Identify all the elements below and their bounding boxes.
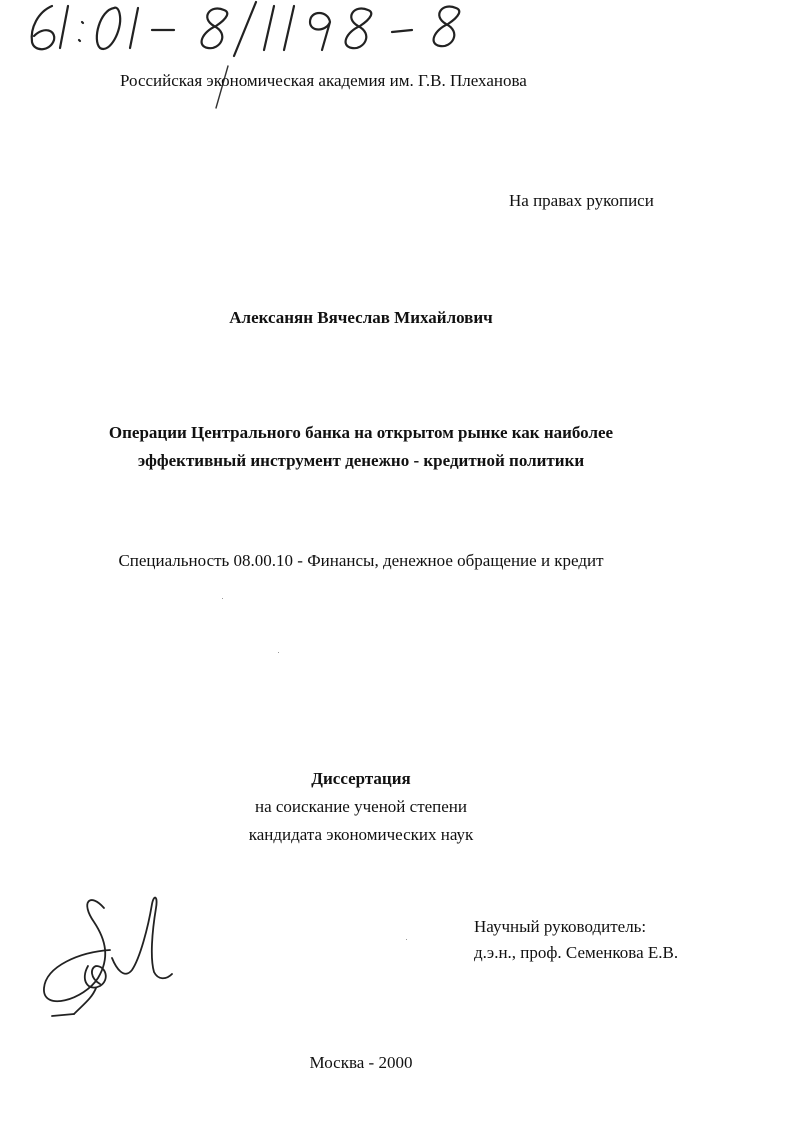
dissertation-title-line-2: эффективный инструмент денежно - кредитной политики [137,451,585,470]
manuscript-note: На правах рукописи [509,191,654,210]
scan-speck [222,598,223,599]
work-type-line-1: на соискание ученой степени [254,797,468,816]
scan-speck [278,652,279,653]
handwritten-registration-number [24,0,484,58]
author-name: Алексанян Вячеслав Михайлович [229,308,493,327]
work-type-heading: Диссертация [311,769,411,788]
work-type-line-2: кандидата экономических наук [248,825,474,844]
scan-speck [406,939,407,940]
supervisor-name: д.э.н., проф. Семенкова Е.В. [474,943,679,962]
dissertation-title-line-1: Операции Центрального банка на открытом рынке как наиболее [108,423,614,442]
supervisor-label: Научный руководитель: [474,917,647,936]
handwritten-number-text: 61: 01- 8/1198 - 8 [24,0,32,1]
specialty: Специальность 08.00.10 - Финансы, денежное обращение и кредит [118,551,604,570]
place-and-year: Москва - 2000 [309,1053,413,1072]
institution-name: Российская экономическая академия им. Г.В. Плеханова [120,71,527,90]
signature [40,888,180,1018]
